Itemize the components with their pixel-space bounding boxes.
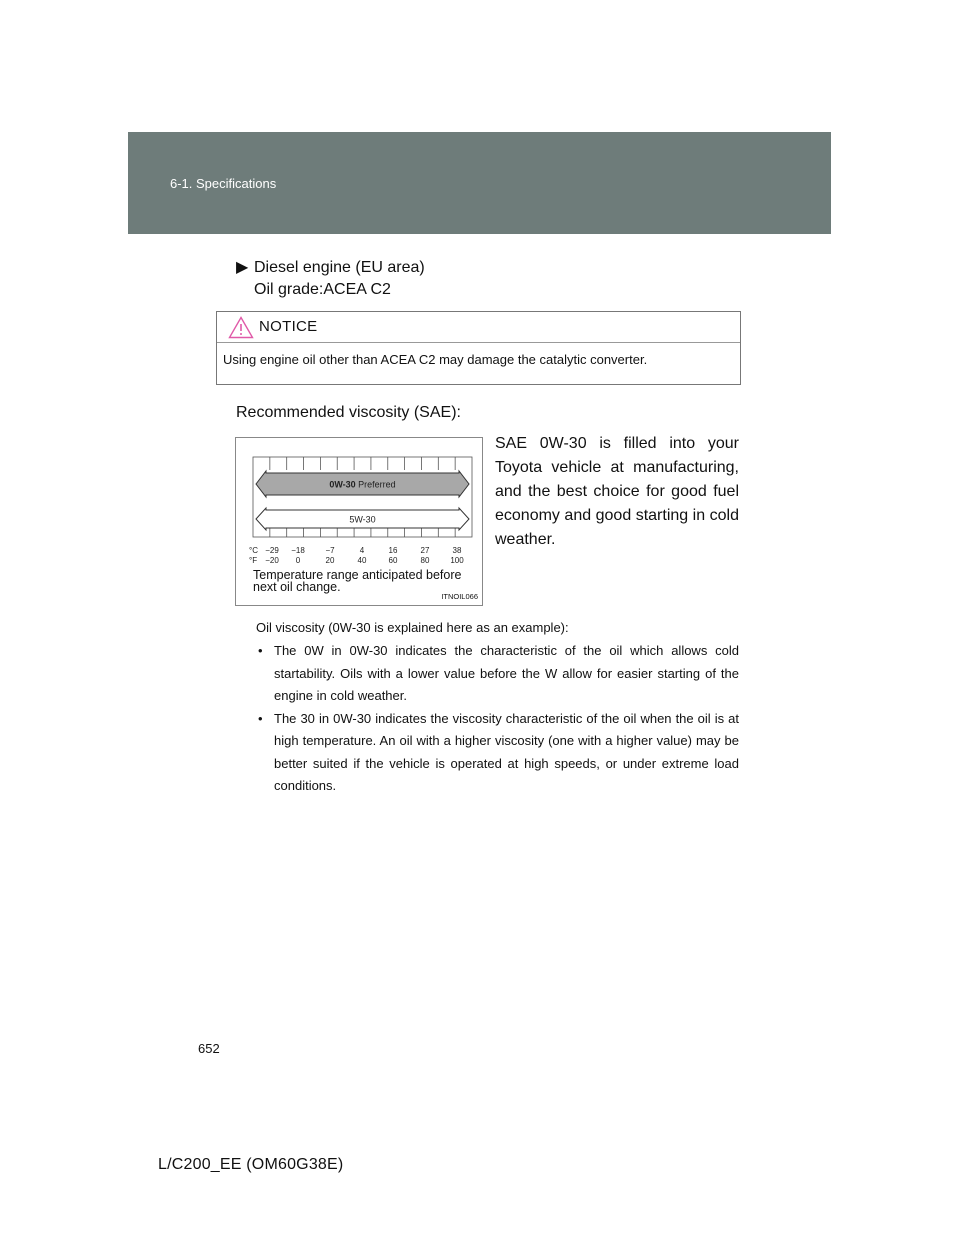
warning-icon — [228, 316, 254, 339]
celsius-tick-label: −18 — [291, 546, 305, 555]
triangle-bullet-icon: ▶ — [236, 259, 249, 276]
engine-block — [236, 257, 425, 301]
notice-text: Using engine oil other than ACEA C2 may damage the catalytic converter. — [223, 352, 648, 367]
viscosity-bar-label: 5W-30 — [349, 514, 376, 525]
celsius-tick-label: −29 — [265, 546, 279, 555]
bullet-dot: • — [258, 710, 263, 726]
bullet-text: The 30 in 0W-30 indicates the viscosity characteristic of the oil when the oil is at high temperature. An oil with a higher viscosity (one with a higher value) may be better suited if the vehicle is operated at high speeds, or under extreme load conditions. — [274, 710, 739, 793]
fahrenheit-tick-label: −20 — [265, 556, 279, 565]
celsius-tick-label: 27 — [420, 546, 430, 555]
explanation-intro: Oil viscosity (0W-30 is explained here as an example): — [256, 620, 569, 635]
chart-code: ITNOIL066 — [441, 592, 478, 601]
celsius-tick-label: 16 — [388, 546, 398, 555]
document-code: L/C200_EE (OM60G38E) — [158, 1156, 344, 1173]
fahrenheit-tick-label: 20 — [325, 556, 335, 565]
celsius-tick-label: 38 — [452, 546, 462, 555]
celsius-tick-label: °C — [249, 546, 258, 555]
header-band — [128, 132, 831, 234]
bullet-text: The 0W in 0W-30 indicates the characteristic of the oil which allows cold startability. Oils with a lower value before the W allow for easier starting of the engine in cold weather. — [274, 643, 739, 703]
page-number: 652 — [198, 1041, 220, 1056]
notice-header — [217, 312, 740, 343]
notice-title: NOTICE — [259, 318, 318, 335]
fahrenheit-tick-label: 40 — [357, 556, 367, 565]
section-label: 6-1. Specifications — [170, 176, 277, 191]
viscosity-heading: Recommended viscosity (SAE): — [236, 404, 461, 421]
fahrenheit-tick-label: 0 — [295, 556, 301, 565]
bullet-dot: • — [258, 643, 263, 658]
fahrenheit-tick-label: 100 — [450, 556, 464, 565]
fahrenheit-tick-label: °F — [249, 556, 258, 565]
viscosity-chart — [235, 437, 483, 606]
side-text: SAE 0W-30 is filled into your Toyota vehicle at manufacturing, and the best choice for good fuel economy and good starting in cold weather. — [495, 435, 739, 548]
celsius-tick-label: −7 — [325, 546, 335, 555]
bullet-item — [256, 640, 739, 708]
viscosity-bar-label: 0W-30 Preferred — [329, 479, 396, 490]
fahrenheit-tick-label: 80 — [420, 556, 430, 565]
explanation-bullets — [256, 640, 739, 798]
notice-box — [216, 311, 741, 385]
celsius-tick-label: 4 — [359, 546, 365, 555]
engine-type: Diesel engine (EU area) — [254, 259, 425, 276]
oil-grade: Oil grade:ACEA C2 — [254, 281, 391, 298]
chart-note: Temperature range anticipated before next oil change. — [253, 568, 462, 594]
fahrenheit-tick-label: 60 — [388, 556, 398, 565]
bullet-item — [256, 708, 739, 798]
